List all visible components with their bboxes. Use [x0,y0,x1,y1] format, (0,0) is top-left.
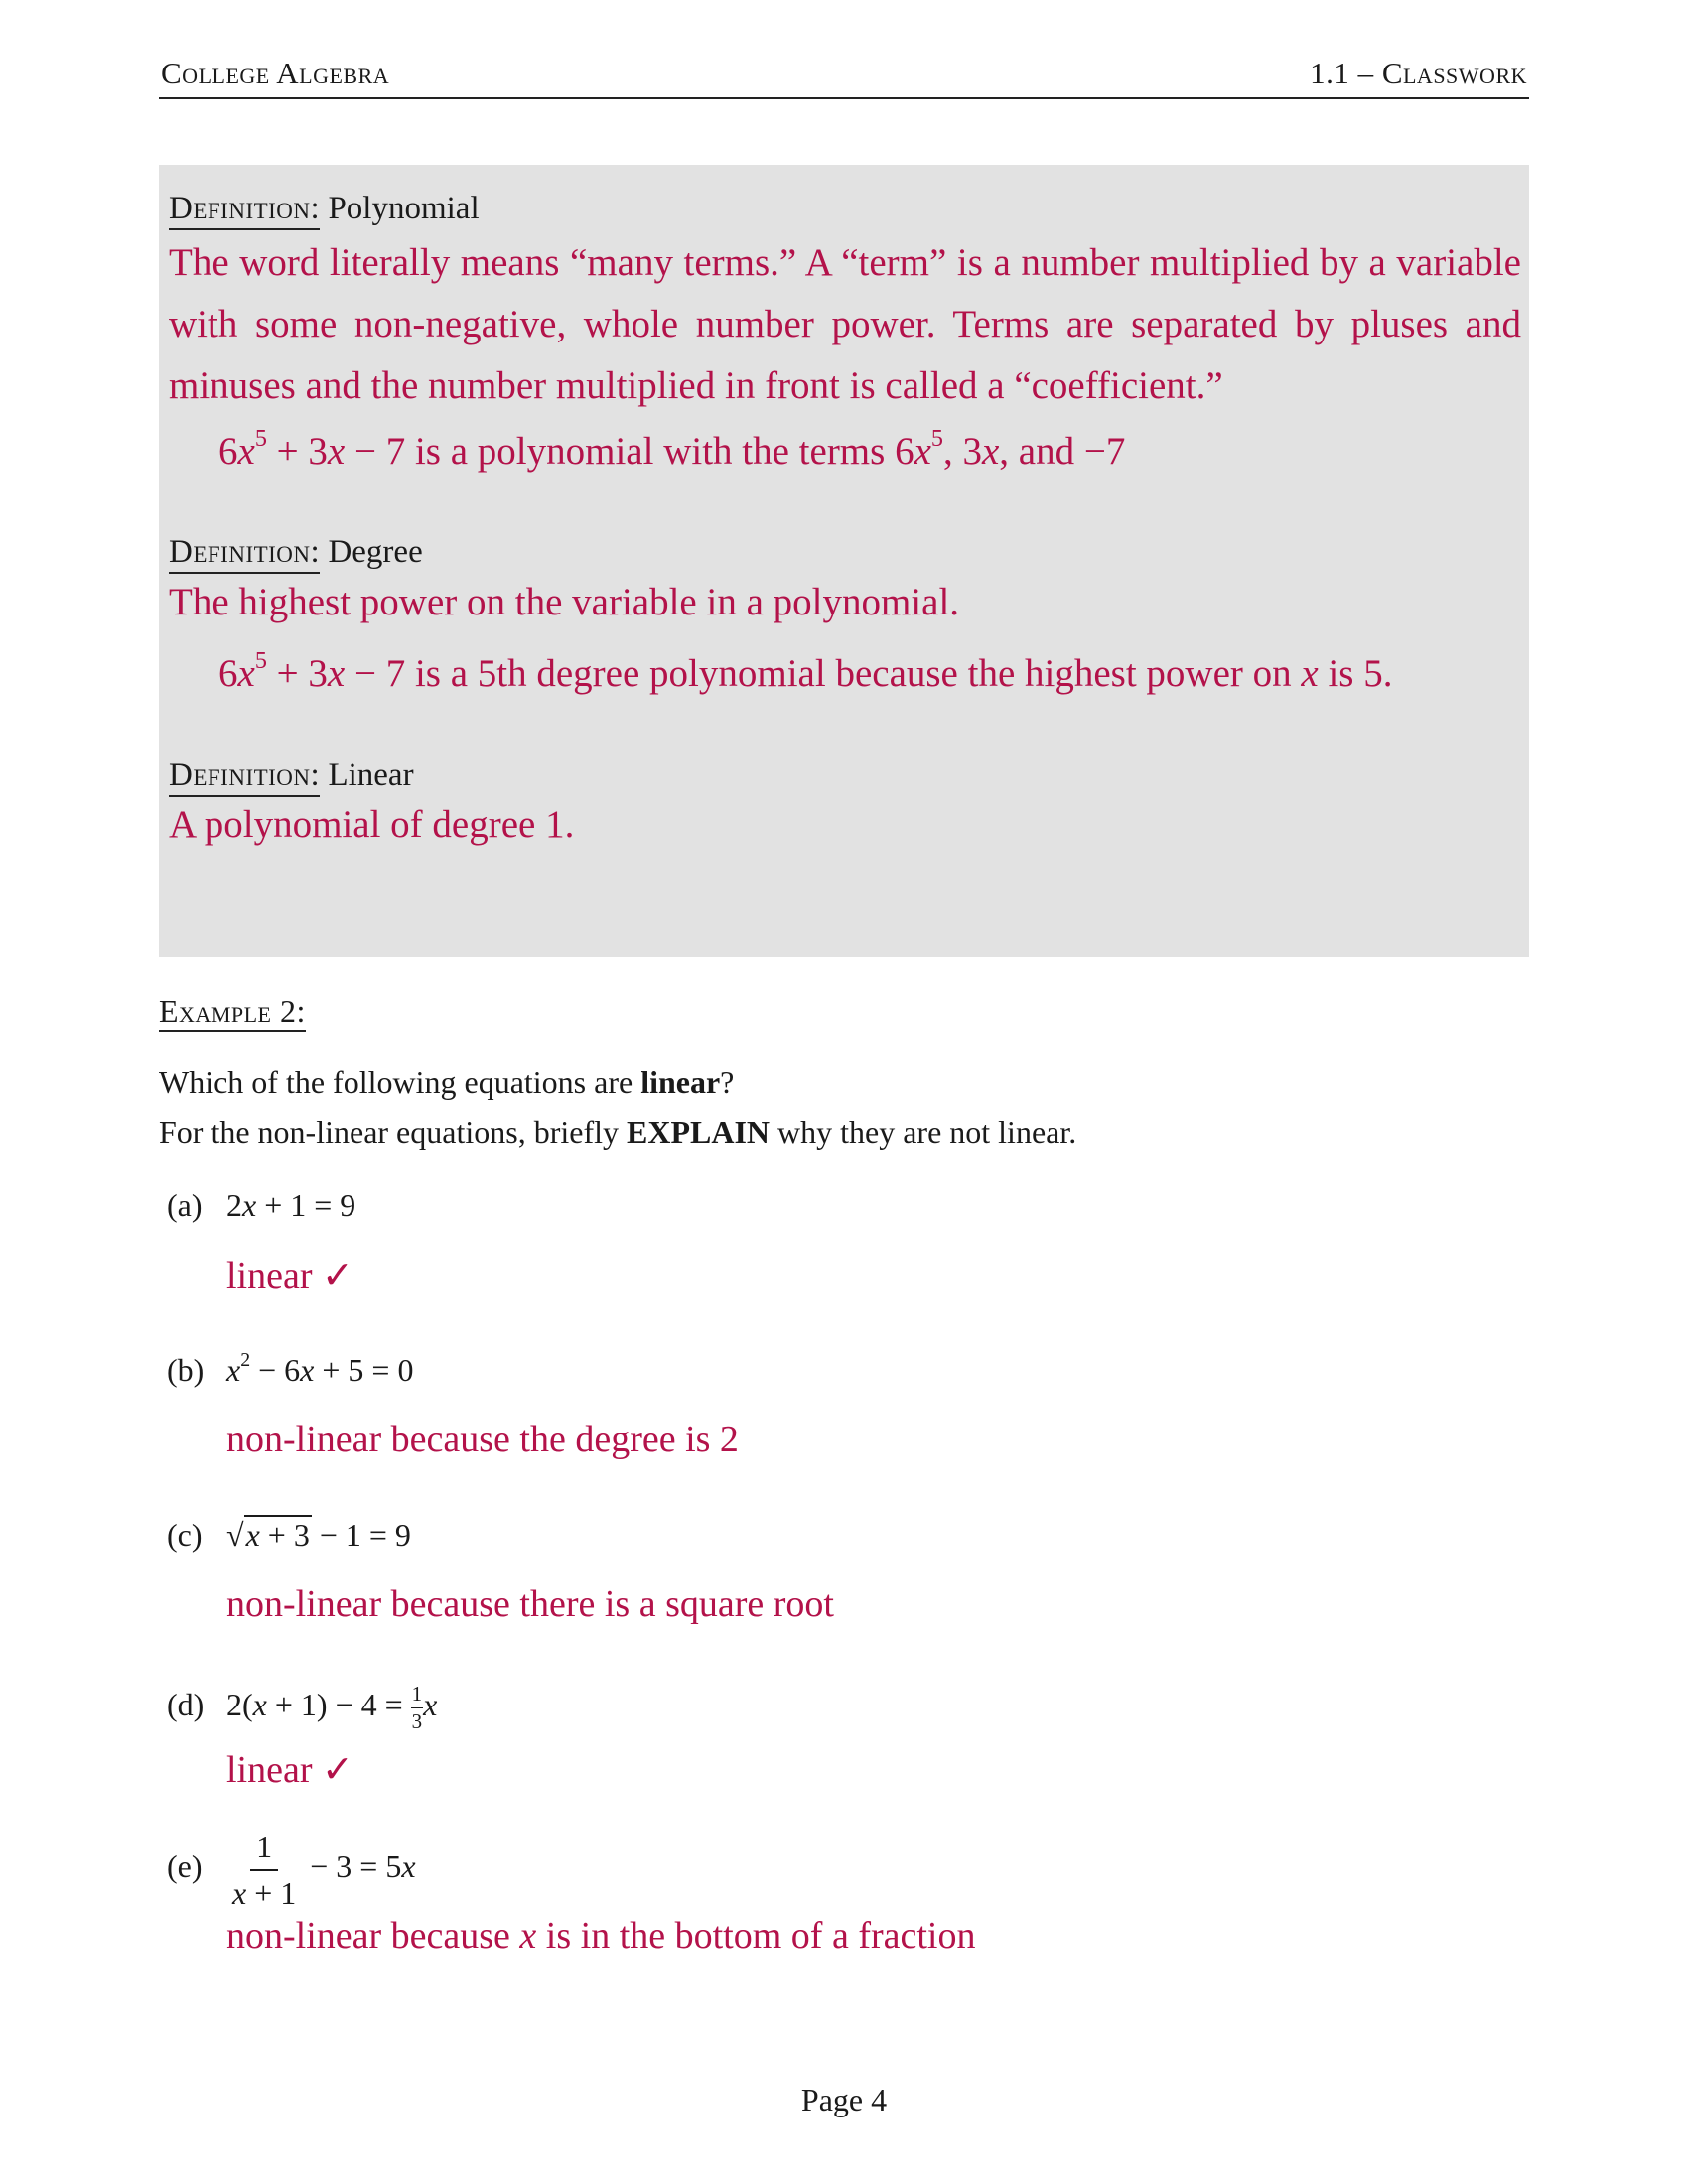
definition-keyword: Definition: [169,191,320,230]
item-a [167,1187,355,1224]
answer-d: linear ✓ [226,1749,353,1791]
definition-degree-example [218,646,1393,696]
question-line-2: For the non-linear equations, briefly EXPLAIN why they are not linear. [159,1114,1077,1150]
degree-expression: $6x^5 + 3x - 7$ [218,646,406,695]
answer-a: linear ✓ [226,1255,353,1297]
answer-e: non-linear because x is in the bottom of a fraction [226,1915,976,1957]
equation-a: 2x + 1 = 9 [226,1187,356,1223]
item-tag: (e) [167,1848,203,1885]
question-line-1: Which of the following equations are linear? [159,1064,735,1100]
definitions-box [159,165,1529,957]
item-tag: (c) [167,1517,203,1553]
section-title: 1.1 – Classwork [1310,56,1527,90]
item-c [167,1517,411,1554]
definition-polynomial-example [218,424,1126,474]
definition-term: Linear [328,757,414,793]
definition-keyword: Definition: [169,534,320,574]
answer-c: non-linear because there is a square root [226,1583,834,1625]
item-tag: (a) [167,1187,203,1223]
polynomial-expression: $6x^5 + 3x - 7$ [218,424,406,473]
definition-degree-label [169,534,423,571]
equation-d: 2(x + 1) − 4 = $\frac{1}{3}$ x [226,1682,438,1733]
definition-linear-label [169,757,414,794]
definition-term: Degree [328,534,423,570]
definition-keyword: Definition: [169,757,320,797]
equation-c: √x + 3 − 1 = 9 [226,1517,411,1553]
definition-linear-text: A polynomial of degree 1. [169,803,575,846]
item-b [167,1349,414,1389]
definition-polynomial-text: The word literally means “many terms.” A “term” is a number multiplied by a variable with some non-negative, whole number power. Terms are separated by pluses and minuses and the number multiplied in front is called a “coefficient.” [169,241,1521,407]
definition-term: Polynomial [328,191,480,226]
item-tag: (b) [167,1352,205,1388]
item-e [167,1829,416,1912]
course-title: College Algebra [161,56,390,90]
equation-e: $\frac{1}{x + 1}$ − 3 = 5x [232,1829,416,1911]
answer-b: non-linear because the degree is 2 [226,1419,739,1460]
page-number: Page 4 [800,2082,888,2117]
equation-b: $x^2 - 6x + 5 = 0$ [226,1349,414,1388]
definition-degree-text: The highest power on the variable in a polynomial. [169,581,960,623]
definition-polynomial-label [169,191,480,227]
polynomial-example-text: is a polynomial with the terms $6x^5$, 3x, and −7 [405,424,1126,473]
item-tag: (d) [167,1686,205,1722]
page-header [159,52,1529,99]
degree-example-text: is a 5th degree polynomial because the highest power on x is 5. [405,652,1393,695]
example-label: Example 2: [159,993,306,1029]
item-d [167,1682,437,1734]
